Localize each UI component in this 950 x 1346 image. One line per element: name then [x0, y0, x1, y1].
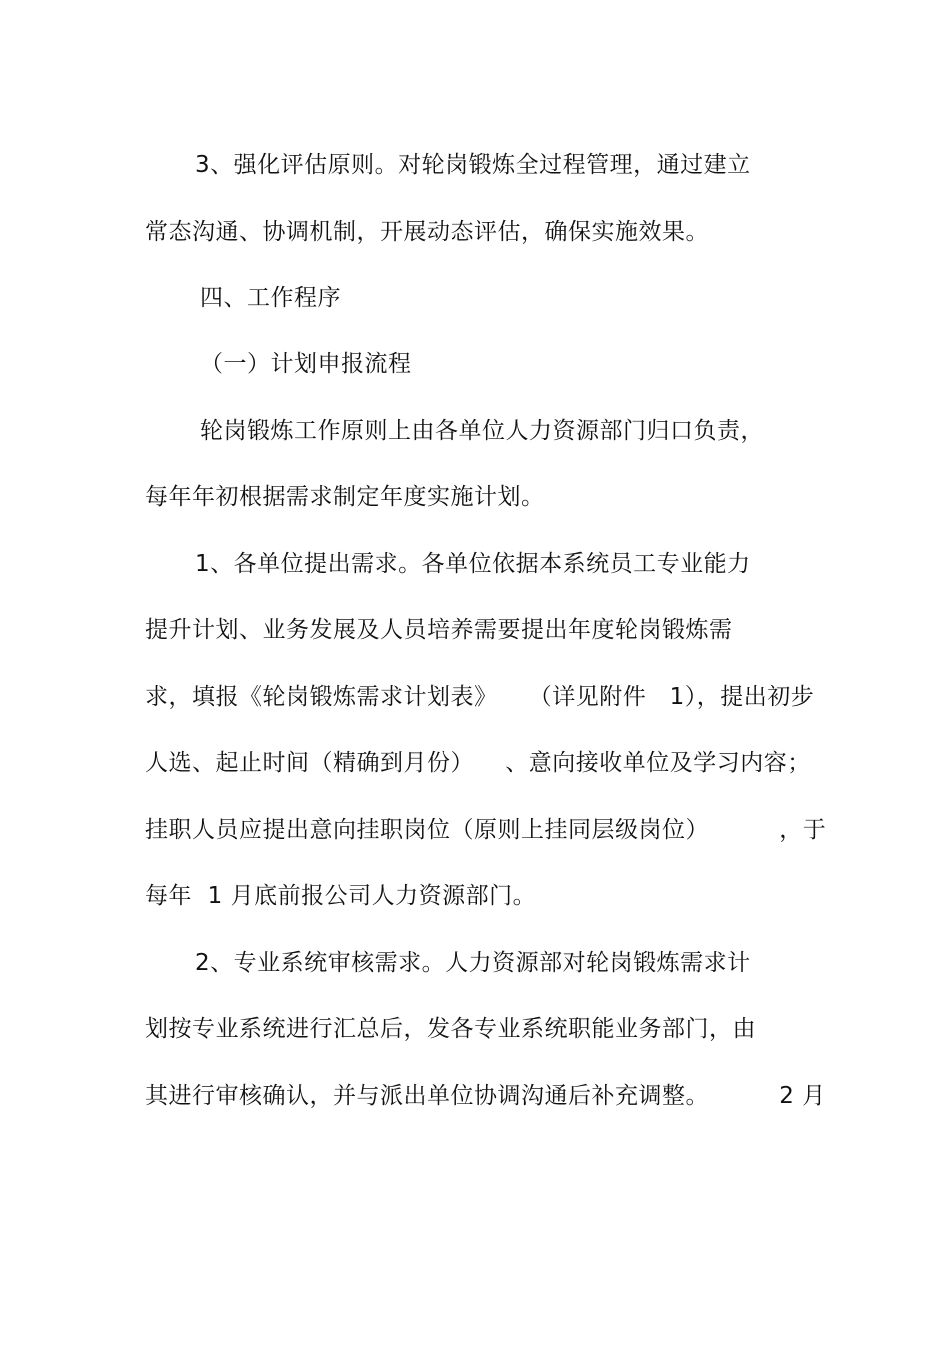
- text-line: 1、各单位提出需求。各单位依据本系统员工专业能力: [195, 551, 751, 577]
- text-line: 每年年初根据需求制定年度实施计划。: [145, 484, 545, 510]
- text-line: 每年 1 月底前报公司人力资源部门。: [145, 883, 537, 909]
- text-line: 3、强化评估原则。对轮岗锻炼全过程管理，通过建立: [195, 152, 751, 178]
- text-line: 挂职人员应提出意向挂职岗位（原则上挂同层级岗位） ，于: [145, 817, 827, 843]
- section-heading: 四、工作程序: [200, 285, 341, 311]
- subsection-heading: （一）计划申报流程: [200, 351, 412, 377]
- text-line: 求，填报《轮岗锻炼需求计划表》 （详见附件 1），提出初步: [145, 684, 815, 710]
- text-line: 人选、起止时间（精确到月份） 、意向接收单位及学习内容；: [145, 750, 811, 776]
- text-line: 其进行审核确认，并与派出单位协调沟通后补充调整。 2 月: [145, 1083, 826, 1109]
- text-line: 2、专业系统审核需求。人力资源部对轮岗锻炼需求计: [195, 950, 751, 976]
- text-line: 提升计划、业务发展及人员培养需要提出年度轮岗锻炼需: [145, 617, 733, 643]
- text-line: 划按专业系统进行汇总后，发各专业系统职能业务部门，由: [145, 1016, 756, 1042]
- text-line: 常态沟通、协调机制，开展动态评估，确保实施效果。: [145, 219, 709, 245]
- text-line: 轮岗锻炼工作原则上由各单位人力资源部门归口负责，: [200, 418, 764, 444]
